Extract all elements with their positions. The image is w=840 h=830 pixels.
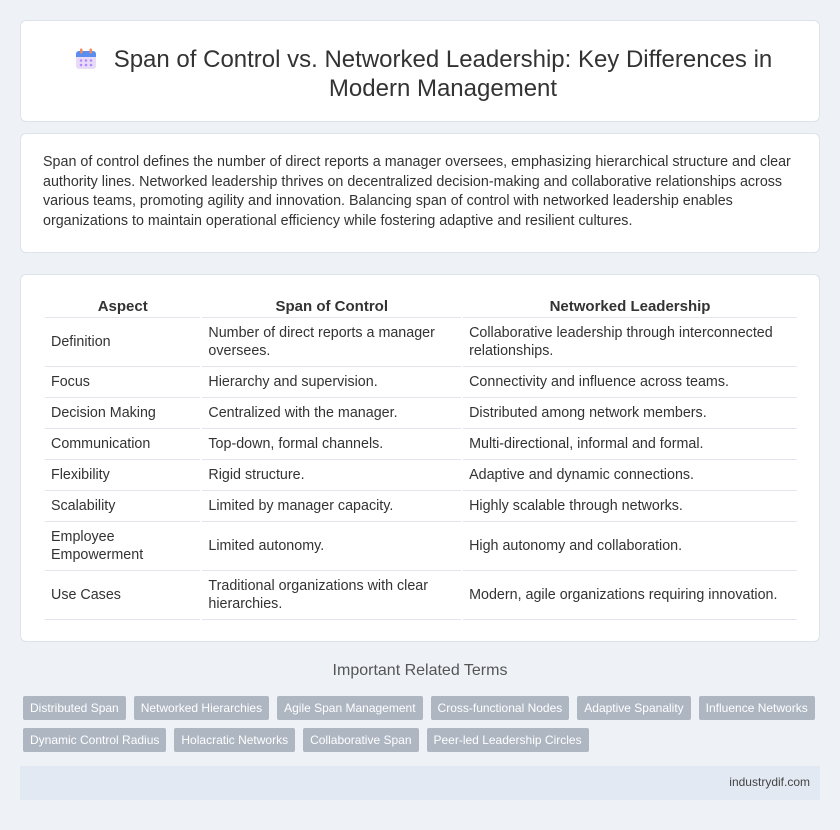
table-row (45, 522, 797, 571)
row-span-of-control: Traditional organizations with clear hierarchies. (202, 571, 461, 620)
tag-influence-networks[interactable]: Influence Networks (699, 696, 815, 720)
tag-collaborative-span[interactable]: Collaborative Span (303, 728, 418, 752)
row-networked-leadership: Multi-directional, informal and formal. (463, 429, 797, 460)
comparison-card (20, 274, 820, 642)
header-aspect: Aspect (45, 295, 200, 318)
row-span-of-control: Top-down, formal channels. (202, 429, 461, 460)
row-aspect: Flexibility (45, 460, 200, 491)
table-row (45, 429, 797, 460)
row-networked-leadership: High autonomy and collaboration. (463, 522, 797, 571)
table-row (45, 398, 797, 429)
row-networked-leadership: Highly scalable through networks. (463, 491, 797, 522)
header-span-of-control: Span of Control (202, 295, 461, 318)
row-aspect: Focus (45, 367, 200, 398)
header-networked-leadership: Networked Leadership (463, 295, 797, 318)
page-title: Span of Control vs. Networked Leadership: Key Differences in Modern Management (113, 46, 773, 102)
row-networked-leadership: Distributed among network members. (463, 398, 797, 429)
row-aspect: Communication (45, 429, 200, 460)
row-networked-leadership: Connectivity and influence across teams. (463, 367, 797, 398)
intro-card (20, 133, 820, 253)
table-header-row (45, 295, 797, 318)
related-terms-row-1 (23, 696, 823, 720)
tag-agile-span-management[interactable]: Agile Span Management (277, 696, 422, 720)
row-span-of-control: Number of direct reports a manager oversees. (202, 318, 461, 367)
row-aspect: Scalability (45, 491, 200, 522)
tag-dynamic-control-radius[interactable]: Dynamic Control Radius (23, 728, 166, 752)
row-span-of-control: Centralized with the manager. (202, 398, 461, 429)
tag-distributed-span[interactable]: Distributed Span (23, 696, 126, 720)
table-row (45, 491, 797, 522)
table-row (45, 367, 797, 398)
calendar-icon (75, 48, 97, 70)
related-terms-row-2 (23, 728, 823, 752)
intro-paragraph: Span of control defines the number of direct reports a manager oversees, emphasizing hierarchical structure and clear authority lines. Networked leadership thrives on decentralized decision-making and collaborative relationships across various teams, promoting agility and innovation. Balancing span of control with networked leadership enables organizations to maintain operational efficiency while fostering adaptive and resilient cultures. (43, 154, 791, 229)
tag-networked-hierarchies[interactable]: Networked Hierarchies (134, 696, 269, 720)
comparison-table (43, 295, 799, 620)
row-span-of-control: Rigid structure. (202, 460, 461, 491)
row-aspect: Decision Making (45, 398, 200, 429)
table-row (45, 460, 797, 491)
row-networked-leadership: Adaptive and dynamic connections. (463, 460, 797, 491)
table-row (45, 318, 797, 367)
row-span-of-control: Limited autonomy. (202, 522, 461, 571)
footer-site-name: industrydif.com (729, 775, 810, 789)
tag-holacratic-networks[interactable]: Holacratic Networks (174, 728, 295, 752)
row-networked-leadership: Collaborative leadership through interconnected relationships. (463, 318, 797, 367)
row-aspect: Use Cases (45, 571, 200, 620)
row-networked-leadership: Modern, agile organizations requiring innovation. (463, 571, 797, 620)
row-aspect: Employee Empowerment (45, 522, 200, 571)
row-span-of-control: Hierarchy and supervision. (202, 367, 461, 398)
tag-cross-functional-nodes[interactable]: Cross-functional Nodes (431, 696, 570, 720)
tag-peer-led-leadership-circles[interactable]: Peer-led Leadership Circles (427, 728, 589, 752)
title-card (20, 20, 820, 122)
footer (20, 766, 820, 800)
row-span-of-control: Limited by manager capacity. (202, 491, 461, 522)
row-aspect: Definition (45, 318, 200, 367)
table-row (45, 571, 797, 620)
tag-adaptive-spanality[interactable]: Adaptive Spanality (577, 696, 690, 720)
related-terms-heading: Important Related Terms (332, 662, 508, 679)
